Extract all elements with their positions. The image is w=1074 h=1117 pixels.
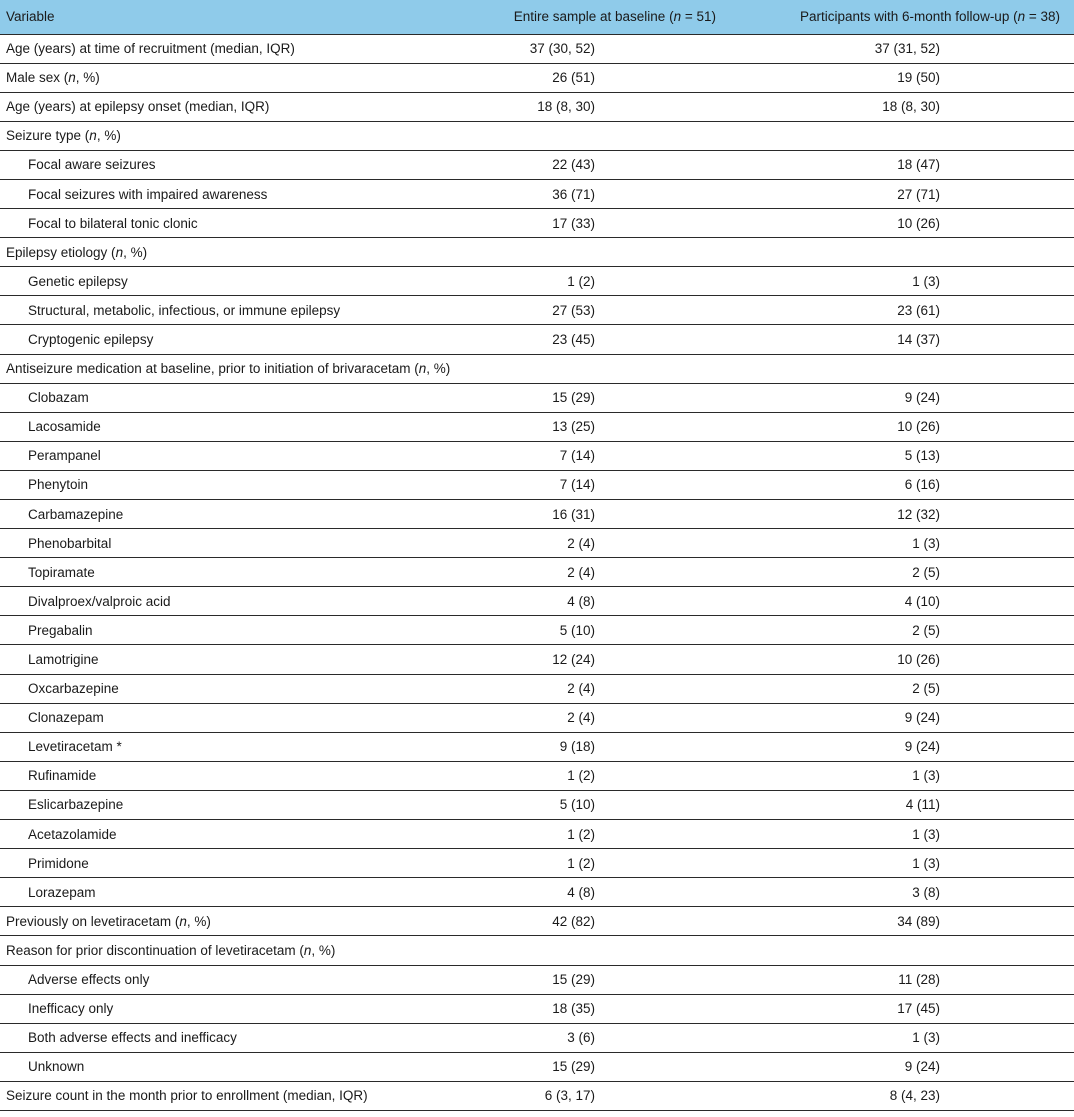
baseline-value: 27 (53): [455, 296, 730, 325]
table-row: [0, 674, 1074, 703]
row-label-text: , %): [75, 70, 100, 86]
baseline-value: 2 (4): [455, 558, 730, 587]
followup-value: 14 (37): [730, 325, 1074, 354]
row-label-italic: n: [418, 361, 427, 377]
table-row: [0, 383, 1074, 412]
followup-value: 4 (10): [730, 587, 1074, 616]
row-label: Age (years) at epilepsy onset (median, IQR): [0, 92, 455, 121]
baseline-value: 1 (2): [455, 849, 730, 878]
row-label-text: , %): [311, 942, 336, 958]
row-label: Inefficacy only: [0, 994, 455, 1023]
table-row: [0, 412, 1074, 441]
baseline-value: 18 (8, 30): [455, 92, 730, 121]
table-row: [0, 34, 1074, 63]
table-row: [0, 238, 1074, 267]
baseline-value: 2 (4): [455, 674, 730, 703]
baseline-value: 17 (33): [455, 209, 730, 238]
followup-value: 18 (47): [730, 150, 1074, 179]
row-label: Perampanel: [0, 441, 455, 470]
baseline-value: [455, 121, 730, 150]
table-row: [0, 63, 1074, 92]
row-label: [0, 936, 455, 965]
row-label-italic: n: [115, 244, 124, 260]
followup-value: 1 (3): [730, 1023, 1074, 1052]
table-row: [0, 1052, 1074, 1081]
table-row: [0, 732, 1074, 761]
header-row: [0, 0, 1074, 34]
followup-value: 9 (24): [730, 703, 1074, 732]
row-label: Focal to bilateral tonic clonic: [0, 209, 455, 238]
table-row: [0, 92, 1074, 121]
table-row: [0, 703, 1074, 732]
table-row: [0, 1023, 1074, 1052]
row-label: [0, 121, 455, 150]
row-label: Unknown: [0, 1052, 455, 1081]
baseline-value: 42 (82): [455, 907, 730, 936]
row-label-italic: n: [89, 128, 97, 144]
followup-value: [730, 354, 1074, 383]
row-label: Acetazolamide: [0, 820, 455, 849]
row-label: Lacosamide: [0, 412, 455, 441]
followup-value: 10 (26): [730, 412, 1074, 441]
followup-value: [730, 238, 1074, 267]
table-row: [0, 529, 1074, 558]
header-baseline: Entire sample at baseline (n = 51): [455, 0, 730, 34]
table-row: [0, 849, 1074, 878]
followup-value: 9 (24): [730, 383, 1074, 412]
table-row: [0, 325, 1074, 354]
followup-value: 2 (5): [730, 558, 1074, 587]
row-label: Topiramate: [0, 558, 455, 587]
baseline-value: 15 (29): [455, 1052, 730, 1081]
baseline-value: [455, 936, 730, 965]
table-row: [0, 441, 1074, 470]
followup-value: 3 (8): [730, 878, 1074, 907]
followup-value: 6 (16): [730, 470, 1074, 499]
followup-value: 12 (32): [730, 500, 1074, 529]
followup-value: 9 (24): [730, 732, 1074, 761]
row-label: Focal aware seizures: [0, 150, 455, 179]
header-variable: Variable: [0, 0, 455, 34]
followup-value: 1 (3): [730, 820, 1074, 849]
row-label: Genetic epilepsy: [0, 267, 455, 296]
table-row: [0, 179, 1074, 208]
baseline-value: 23 (45): [455, 325, 730, 354]
baseline-value: 2 (4): [455, 529, 730, 558]
baseline-value: 1 (2): [455, 820, 730, 849]
row-label: Cryptogenic epilepsy: [0, 325, 455, 354]
followup-value: 5 (13): [730, 441, 1074, 470]
followup-value: 8 (4, 23): [730, 1081, 1074, 1110]
table-row: [0, 936, 1074, 965]
followup-value: 10 (26): [730, 209, 1074, 238]
table-header: [0, 0, 1074, 34]
row-label: Clonazepam: [0, 703, 455, 732]
baseline-value: 7 (14): [455, 470, 730, 499]
baseline-value: 1 (2): [455, 267, 730, 296]
baseline-value: 13 (25): [455, 412, 730, 441]
followup-value: 27 (71): [730, 179, 1074, 208]
row-label: Phenobarbital: [0, 529, 455, 558]
row-label: Divalproex/valproic acid: [0, 587, 455, 616]
followup-value: 18 (8, 30): [730, 92, 1074, 121]
row-label: Primidone: [0, 849, 455, 878]
baseline-value: 16 (31): [455, 500, 730, 529]
table-body: [0, 34, 1074, 1110]
baseline-value: [455, 238, 730, 267]
row-label: Lamotrigine: [0, 645, 455, 674]
table-row: [0, 500, 1074, 529]
row-label: Adverse effects only: [0, 965, 455, 994]
row-label-text: Previously on levetiracetam (: [6, 913, 180, 929]
row-label: [0, 354, 455, 383]
row-label: [0, 63, 455, 92]
row-label: Pregabalin: [0, 616, 455, 645]
row-label-text: , %): [123, 244, 148, 260]
table-row: [0, 616, 1074, 645]
row-label: Carbamazepine: [0, 500, 455, 529]
table-row: [0, 907, 1074, 936]
followup-value: 34 (89): [730, 907, 1074, 936]
table-row: [0, 470, 1074, 499]
baseline-value: 4 (8): [455, 878, 730, 907]
followup-value: 1 (3): [730, 761, 1074, 790]
table-row: [0, 645, 1074, 674]
table-row: [0, 790, 1074, 819]
baseline-value: 2 (4): [455, 703, 730, 732]
row-label-text: Antiseizure medication at baseline, prior to initiation of brivaracetam (: [6, 361, 419, 377]
baseline-value: 9 (18): [455, 732, 730, 761]
row-label: Seizure count in the month prior to enrollment (median, IQR): [0, 1081, 455, 1110]
baseline-value: 36 (71): [455, 179, 730, 208]
row-label-text: Epilepsy etiology (: [6, 244, 116, 260]
baseline-value: 5 (10): [455, 616, 730, 645]
row-label: Focal seizures with impaired awareness: [0, 179, 455, 208]
row-label: Rufinamide: [0, 761, 455, 790]
followup-value: 4 (11): [730, 790, 1074, 819]
baseline-value: 12 (24): [455, 645, 730, 674]
table-row: [0, 878, 1074, 907]
followup-value: [730, 936, 1074, 965]
row-label: Structural, metabolic, infectious, or immune epilepsy: [0, 296, 455, 325]
row-label: Eslicarbazepine: [0, 790, 455, 819]
followup-value: 1 (3): [730, 267, 1074, 296]
row-label: [0, 907, 455, 936]
row-label-text: Male sex (: [6, 70, 69, 86]
table-row: [0, 1081, 1074, 1110]
table-row: [0, 121, 1074, 150]
baseline-value: [455, 354, 730, 383]
row-label-text: Reason for prior discontinuation of levetiracetam (: [6, 942, 304, 958]
followup-value: 37 (31, 52): [730, 34, 1074, 63]
baseline-value: 22 (43): [455, 150, 730, 179]
followup-value: 19 (50): [730, 63, 1074, 92]
table-row: [0, 354, 1074, 383]
followup-value: [730, 121, 1074, 150]
followup-value: 10 (26): [730, 645, 1074, 674]
table-row: [0, 267, 1074, 296]
followup-value: 2 (5): [730, 616, 1074, 645]
row-label: [0, 238, 455, 267]
baseline-value: 26 (51): [455, 63, 730, 92]
baseline-value: 18 (35): [455, 994, 730, 1023]
baseline-value: 3 (6): [455, 1023, 730, 1052]
followup-value: 11 (28): [730, 965, 1074, 994]
row-label-italic: n: [303, 942, 312, 958]
baseline-value: 5 (10): [455, 790, 730, 819]
table-row: [0, 820, 1074, 849]
row-label-italic: n: [179, 913, 187, 929]
row-label-text: Seizure type (: [6, 128, 90, 144]
row-label: Lorazepam: [0, 878, 455, 907]
followup-value: 1 (3): [730, 529, 1074, 558]
baseline-value: 15 (29): [455, 383, 730, 412]
table-row: [0, 558, 1074, 587]
baseline-value: 7 (14): [455, 441, 730, 470]
baseline-value: 15 (29): [455, 965, 730, 994]
baseline-value: 37 (30, 52): [455, 34, 730, 63]
followup-value: 17 (45): [730, 994, 1074, 1023]
row-label-text: , %): [96, 128, 121, 144]
row-label: Age (years) at time of recruitment (median, IQR): [0, 34, 455, 63]
row-label: Both adverse effects and inefficacy: [0, 1023, 455, 1052]
row-label-text: , %): [426, 361, 451, 377]
baseline-value: 4 (8): [455, 587, 730, 616]
table-row: [0, 296, 1074, 325]
table-row: [0, 994, 1074, 1023]
table-row: [0, 209, 1074, 238]
row-label: Oxcarbazepine: [0, 674, 455, 703]
followup-value: 23 (61): [730, 296, 1074, 325]
row-label-text: , %): [186, 913, 211, 929]
row-label: Phenytoin: [0, 470, 455, 499]
table-row: [0, 761, 1074, 790]
header-followup: Participants with 6-month follow-up (n = 38): [730, 0, 1074, 34]
row-label: Levetiracetam *: [0, 732, 455, 761]
followup-value: 2 (5): [730, 674, 1074, 703]
row-label: Clobazam: [0, 383, 455, 412]
table-row: [0, 587, 1074, 616]
baseline-value: 6 (3, 17): [455, 1081, 730, 1110]
table-row: [0, 150, 1074, 179]
followup-value: 9 (24): [730, 1052, 1074, 1081]
row-label-italic: n: [68, 70, 76, 86]
baseline-value: 1 (2): [455, 761, 730, 790]
followup-value: 1 (3): [730, 849, 1074, 878]
table-row: [0, 965, 1074, 994]
